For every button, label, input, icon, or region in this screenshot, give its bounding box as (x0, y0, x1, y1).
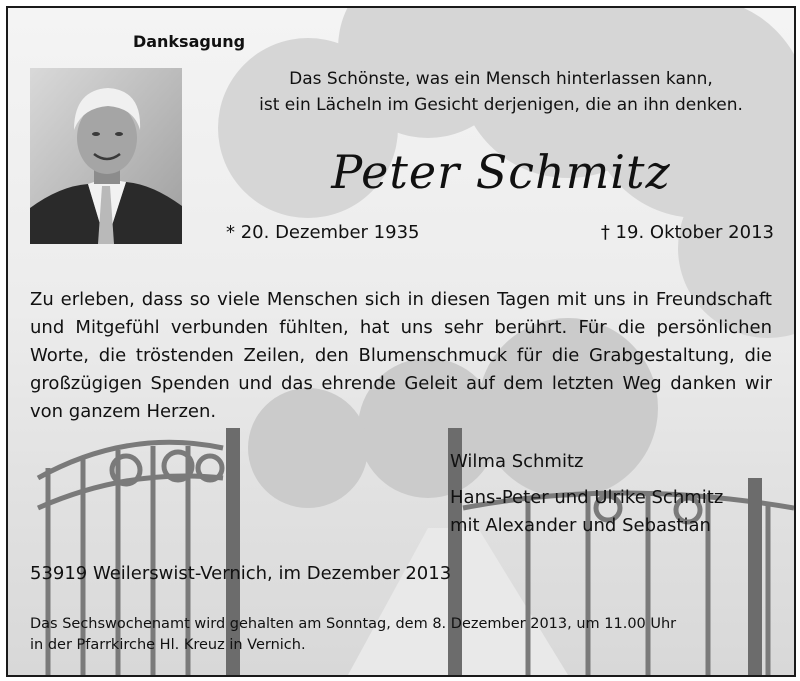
thanks-message: Zu erleben, dass so viele Menschen sich in diesen Tagen mit uns in Freundschaft und Mitgefühl verbunden fühlten, hat uns sehr berührt. Für die persönlichen Worte, die tröstenden Zeilen, den Blumenschmuck für die Grabgestaltung, die großzügigen Spenden und das ehrende Geleit auf dem letzten Weg danken wir von ganzem Herzen. (30, 289, 772, 422)
birth-date: * 20. Dezember 1935 (226, 222, 420, 243)
signatories (450, 448, 790, 540)
quote-line-2: ist ein Lächeln im Gesicht derjenigen, die an ihn denken. (259, 95, 743, 115)
death-date: † 19. Oktober 2013 (600, 222, 774, 243)
place-and-date: 53919 Weilerswist-Vernich, im Dezember 2013 (30, 563, 452, 584)
heading-text: Danksagung (132, 32, 246, 51)
service-notice (30, 614, 780, 656)
portrait-illustration (30, 68, 182, 244)
service-line-2: in der Pfarrkirche Hl. Kreuz in Vernich. (30, 637, 306, 653)
portrait-photo (30, 68, 182, 244)
signatory-3: mit Alexander und Sebastian (450, 515, 711, 536)
service-line-1: Das Sechswochenamt wird gehalten am Sonntag, dem 8. Dezember 2013, um 11.00 Uhr (30, 616, 677, 632)
signatory-1: Wilma Schmitz (450, 451, 584, 472)
signatory-2: Hans-Peter und Ulrike Schmitz (450, 487, 724, 508)
deceased-name: Peter Schmitz (331, 145, 671, 199)
obituary-card (6, 6, 796, 677)
quote-line-1: Das Schönste, was ein Mensch hinterlassen kann, (289, 69, 713, 89)
heading (8, 32, 794, 51)
memorial-quote (208, 66, 794, 118)
